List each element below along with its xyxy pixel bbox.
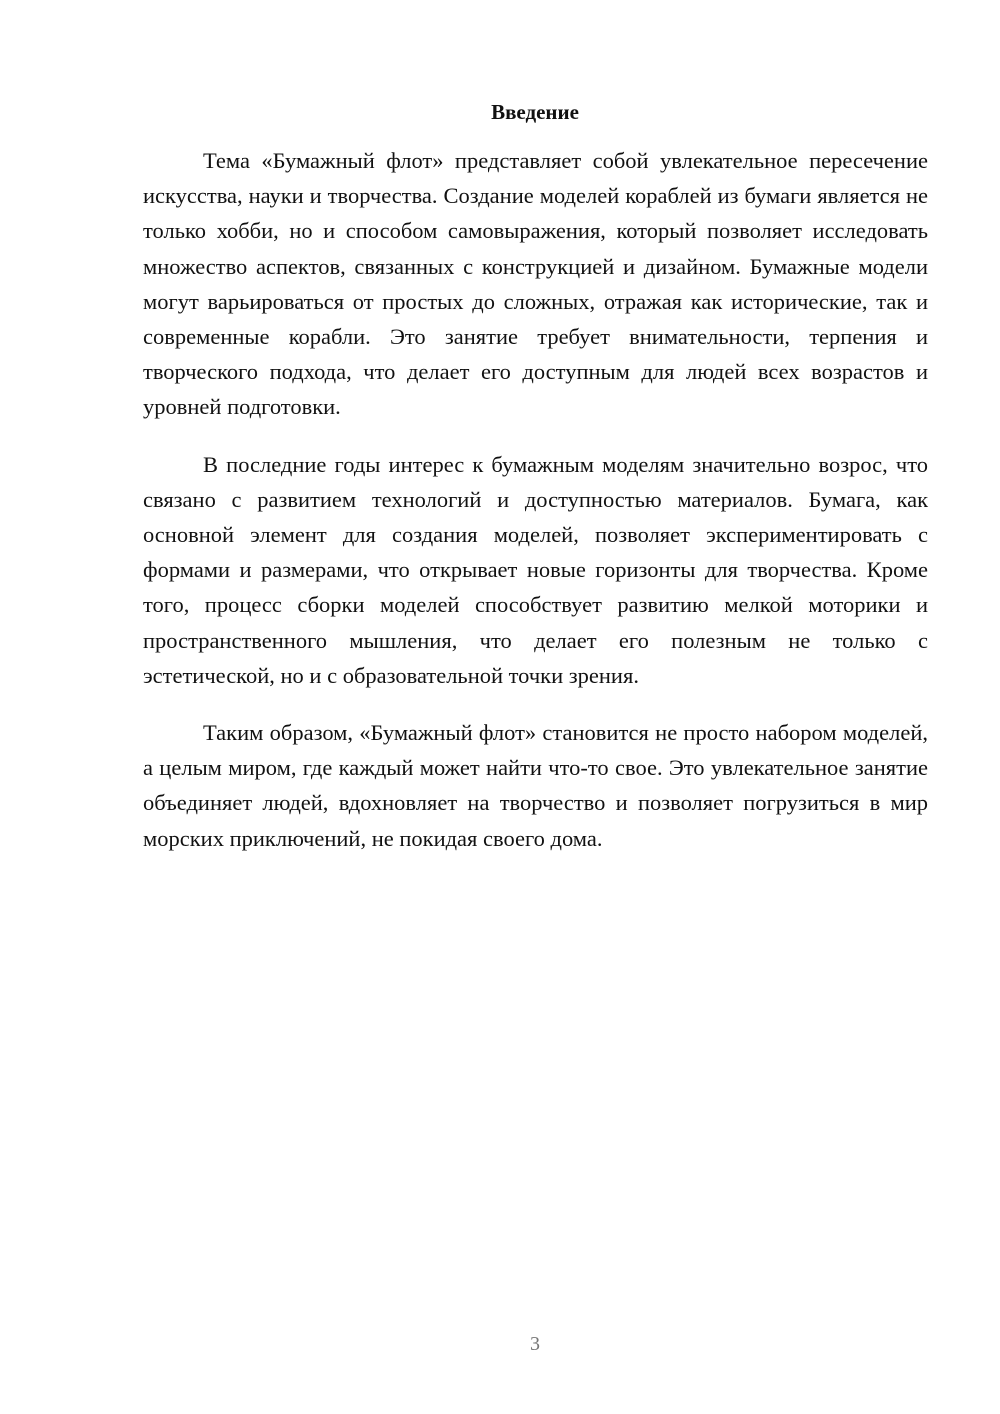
paragraph-1: Тема «Бумажный флот» представляет собой увлекательное пересечение искусства, науки и творчества. Создание моделей кораблей из бумаги является не только хобби, но и способом самовыражения, который позволяет исследовать множество аспектов, связанных с конструкцией и дизайном. Бумажные модели могут варьироваться от простых до сложных, отражая как исторические, так и современные корабли. Это занятие требует внимательности, терпения и творческого подхода, что делает его доступным для людей всех возрастов и уровней подготовки. xyxy=(143,148,928,420)
paragraph-2: В последние годы интерес к бумажным моделям значительно возрос, что связано с развитием технологий и доступностью материалов. Бумага, как основной элемент для создания моделей, позволяет экспериментировать с формами и размерами, что открывает новые горизонты для творчества. Кроме того, процесс сборки моделей способствует развитию мелкой моторики и пространственного мышления, что делает его полезным не только с эстетической, но и с образовательной точки зрения. xyxy=(143,451,928,688)
paragraph-3: Таким образом, «Бумажный флот» становится не просто набором моделей, а целым миром, где каждый может найти что-то свое. Это увлекательное занятие объединяет людей, вдохновляет на творчество и позволяет погрузиться в мир морских приключений, не покидая своего дома. xyxy=(143,720,928,851)
page-number: 3 xyxy=(530,1333,540,1355)
body-text xyxy=(143,143,928,878)
section-heading: Введение xyxy=(491,100,579,124)
